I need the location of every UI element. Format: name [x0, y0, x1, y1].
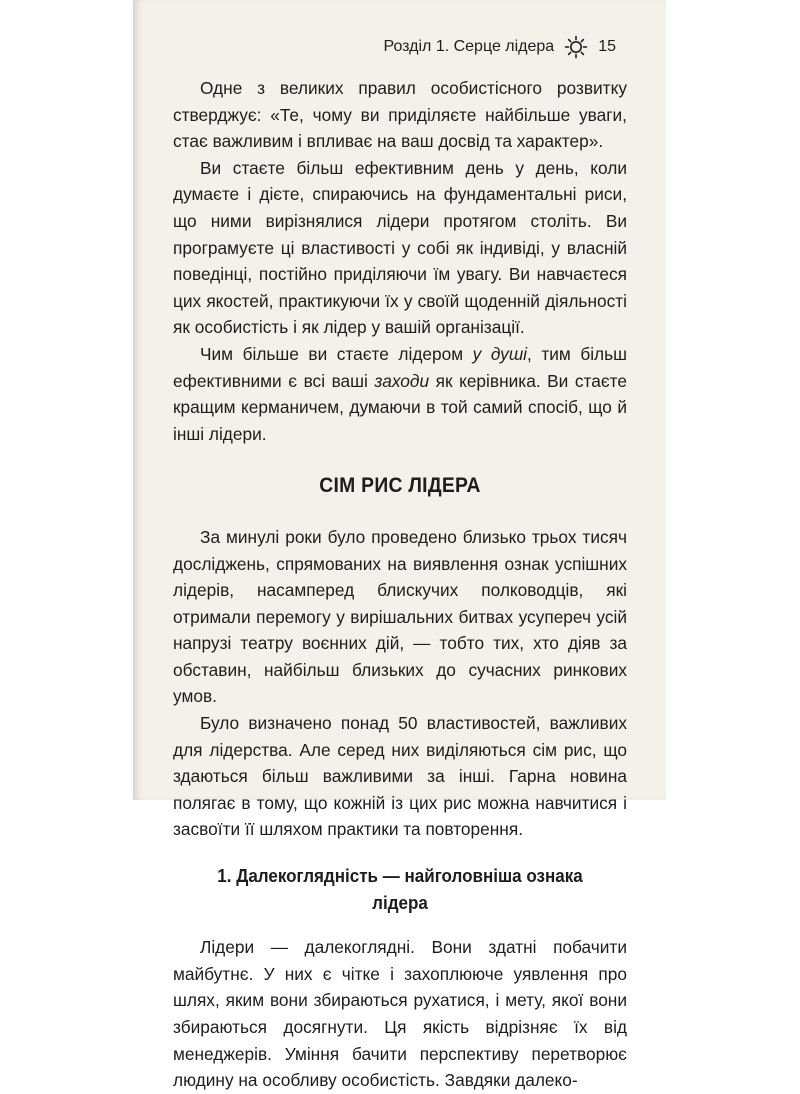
emphasis-text: у душі: [472, 343, 528, 364]
paragraph-4: За минулі роки було проведено близько трьох тисяч досліджень, спрямованих на виявлення ознак успішних лідерів, насамперед блискучих полководців, які отримали перемогу у вирішальних битвах усупереч усій напрузі театру воєнних дій, — тобто тих, хто діяв за обставин, найбільш близьких до сучасних ринкових умов.: [173, 526, 627, 707]
paragraph-5: Було визначено понад 50 властивостей, важливих для лідерства. Але серед них виділяються сім рис, що здаються більш важливими за інші. Гарна новина полягає в тому, що кожній із цих рис можна навчитися і засвоїти її шляхом практики та повторення.: [173, 713, 627, 840]
book-page: [133, 0, 666, 1091]
chapter-title: Розділ 1. Серце лідера: [383, 38, 555, 55]
text-run: Чим більше ви стаєте лідером: [200, 343, 473, 364]
paragraph-2: Ви стаєте більш ефективним день у день, коли думаєте і дієте, спираючись на фундаментальні риси, що ними вирізнялися лідери протягом століть. Ви програмуєте ці властивості у собі як індивіді, у власній поведінці, постійно приділяючи їм увагу. Ви навчаєтеся цих якостей, практикуючи їх у своїй щоденній діяльності як особистість і як лідер у вашій організації.: [173, 157, 627, 338]
paragraph-1: Одне з великих правил особистісного розвитку стверджує: «Те, чому ви приділяєте найбільше уваги, стає важливим і впливає на ваш досвід та характер».: [173, 78, 627, 152]
subsection-heading: 1. Далекоглядність — найголовніша ознака лідера: [217, 865, 583, 913]
body-text: [173, 75, 627, 1094]
emphasis-text: заходи: [374, 370, 430, 391]
section-heading: СІМ РИС ЛІДЕРА: [319, 474, 481, 498]
page-number: 15: [598, 38, 616, 55]
paragraph-3: [173, 341, 627, 447]
paragraph-6: Лідери — далекоглядні. Вони здатні побачити майбутнє. У них є чітке і захоплююче уявлення про шлях, яким вони збираються рухатися, і мету, якої вони збираються досягнути. Ця якість відрізняє їх від менеджерів. Уміння бачити перспективу перетворює людину на особливу особистість. Завдяки далеко-: [173, 937, 627, 1091]
running-header: [383, 35, 616, 59]
text-run: , тим більш ефективними є всі ваші: [173, 343, 628, 391]
text-run: як керівника. Ви стаєте кращим керманичем, думаючи в той самий спосіб, що й інші лідери.: [173, 370, 627, 444]
sun-icon: [564, 35, 588, 59]
